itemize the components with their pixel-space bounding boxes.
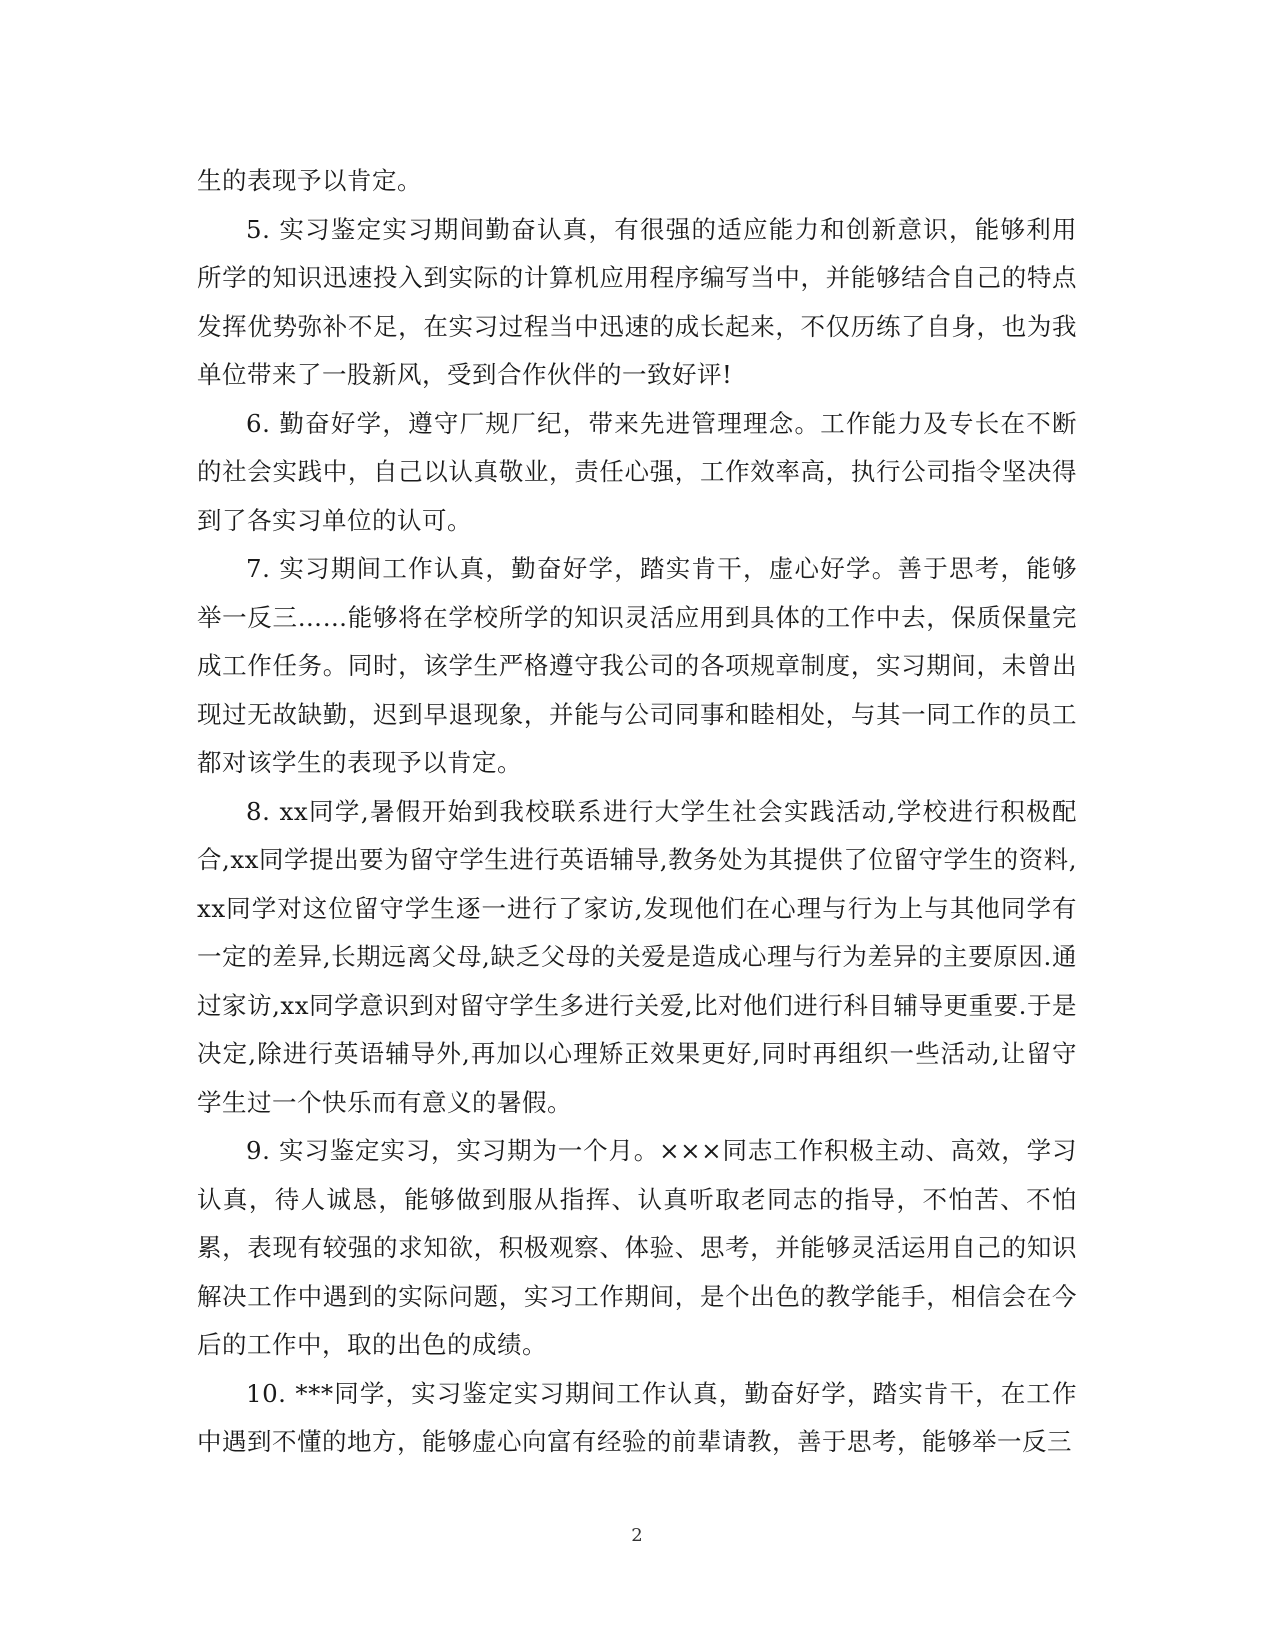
paragraph-item-6: 6. 勤奋好学，遵守厂规厂纪，带来先进管理理念。工作能力及专长在不断的社会实践中，自己以认真敬业，责任心强，工作效率高，执行公司指令坚决得到了各实习单位的认可。 [197,408,1077,535]
paragraph-continuation: 生的表现予以肯定。 [197,166,422,195]
document-body [197,157,1077,1467]
paragraph-item-9: 9. 实习鉴定实习，实习期为一个月。×××同志工作积极主动、高效，学习认真，待人诚恳，能够做到服从指挥、认真听取老同志的指导，不怕苦、不怕累，表现有较强的求知欲，积极观察、体验、思考，并能够灵活运用自己的知识解决工作中遇到的实际问题，实习工作期间，是个出色的教学能手，相信会在今后的工作中，取的出色的成绩。 [197,1136,1077,1359]
paragraph-item-8: 8. xx同学,暑假开始到我校联系进行大学生社会实践活动,学校进行积极配合,xx同学提出要为留守学生进行英语辅导,教务处为其提供了位留守学生的资料,xx同学对这位留守学生逐一进行了家访,发现他们在心理与行为上与其他同学有一定的差异,长期远离父母,缺乏父母的关爱是造成心理与行为差异的主要原因.通过家访,xx同学意识到对留守学生多进行关爱,比对他们进行科目辅导更重要.于是决定,除进行英语辅导外,再加以心理矫正效果更好,同时再组织一些活动,让留守学生过一个快乐而有意义的暑假。 [197,796,1077,1117]
page-number: 2 [631,1525,643,1546]
paragraph-item-5: 5. 实习鉴定实习期间勤奋认真，有很强的适应能力和创新意识，能够利用所学的知识迅速投入到实际的计算机应用程序编写当中，并能够结合自己的特点发挥优势弥补不足，在实习过程当中迅速的成长起来，不仅历练了自身，也为我单位带来了一股新风，受到合作伙伴的一致好评! [197,214,1077,389]
paragraph-item-10: 10. ***同学，实习鉴定实习期间工作认真，勤奋好学，踏实肯干，在工作中遇到不懂的地方，能够虚心向富有经验的前辈请教，善于思考，能够举一反三 [197,1378,1077,1456]
paragraph-item-7: 7. 实习期间工作认真，勤奋好学，踏实肯干，虚心好学。善于思考，能够举一反三……能够将在学校所学的知识灵活应用到具体的工作中去，保质保量完成工作任务。同时，该学生严格遵守我公司的各项规章制度，实习期间，未曾出现过无故缺勤，迟到早退现象，并能与公司同事和睦相处，与其一同工作的员工都对该学生的表现予以肯定。 [197,554,1077,777]
